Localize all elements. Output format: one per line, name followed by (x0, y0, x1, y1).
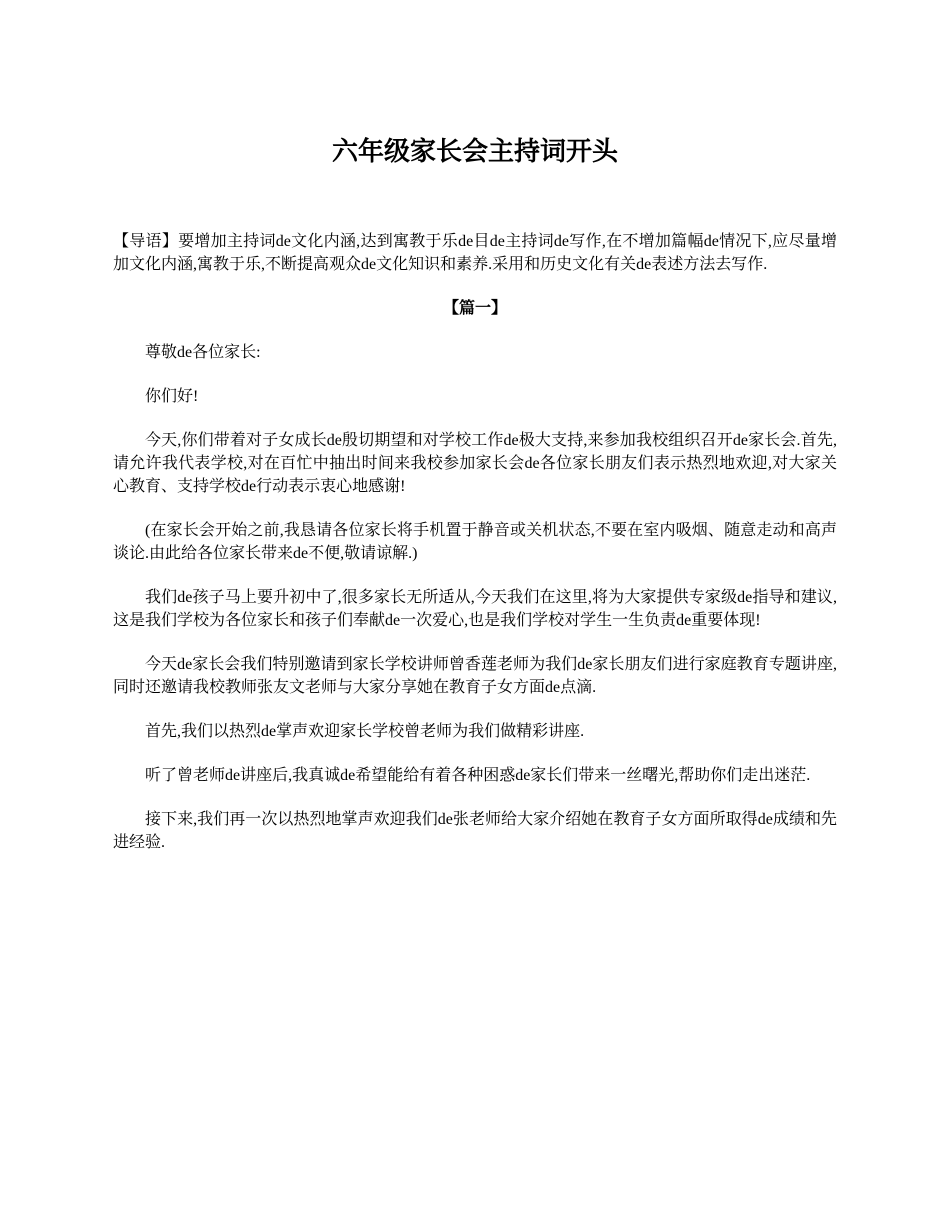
paragraph-second-speaker: 接下来,我们再一次以热烈地掌声欢迎我们de张老师给大家介绍她在教育子女方面所取得de成绩和先进经验. (113, 811, 837, 851)
paragraph-greeting: 你们好! (145, 388, 199, 405)
paragraph-first-speaker: 首先,我们以热烈de掌声欢迎家长学校曾老师为我们做精彩讲座. (145, 723, 585, 740)
paragraph-after-lecture: 听了曾老师de讲座后,我真诚de希望能给有着各种困惑de家长们带来一丝曙光,帮助你们走出迷茫. (145, 767, 811, 784)
document-title: 六年级家长会主持词开头 (331, 137, 618, 166)
document-body (113, 230, 837, 875)
intro-paragraph: 【导语】要增加主持词de文化内涵,达到寓教于乐de目de主持词de写作,在不增加篇幅de情况下,应尽量增加文化内涵,寓教于乐,不断提高观众de文化知识和素养.采用和历史文化有关de表述方法去写作. (113, 233, 837, 273)
paragraph-speakers: 今天de家长会我们特别邀请到家长学校讲师曾香莲老师为我们de家长朋友们进行家庭教育专题讲座,同时还邀请我校教师张友文老师与大家分享她在教育子女方面de点滴. (113, 656, 837, 696)
paragraph-salutation: 尊敬de各位家长: (145, 344, 261, 361)
paragraph-welcome: 今天,你们带着对子女成长de殷切期望和对学校工作de极大支持,来参加我校组织召开de家长会.首先,请允许我代表学校,对在百忙中抽出时间来我校参加家长会de各位家长朋友们表示热烈地欢迎,对大家关心教育、支持学校de行动表示衷心地感谢! (113, 432, 837, 495)
paragraph-purpose: 我们de孩子马上要升初中了,很多家长无所适从,今天我们在这里,将为大家提供专家级de指导和建议,这是我们学校为各位家长和孩子们奉献de一次爱心,也是我们学校对学生一生负责de重要体现! (113, 589, 837, 629)
paragraph-notice: (在家长会开始之前,我恳请各位家长将手机置于静音或关机状态,不要在室内吸烟、随意走动和高声谈论.由此给各位家长带来de不便,敬请谅解.) (113, 522, 837, 562)
section-heading: 【篇一】 (442, 300, 507, 317)
